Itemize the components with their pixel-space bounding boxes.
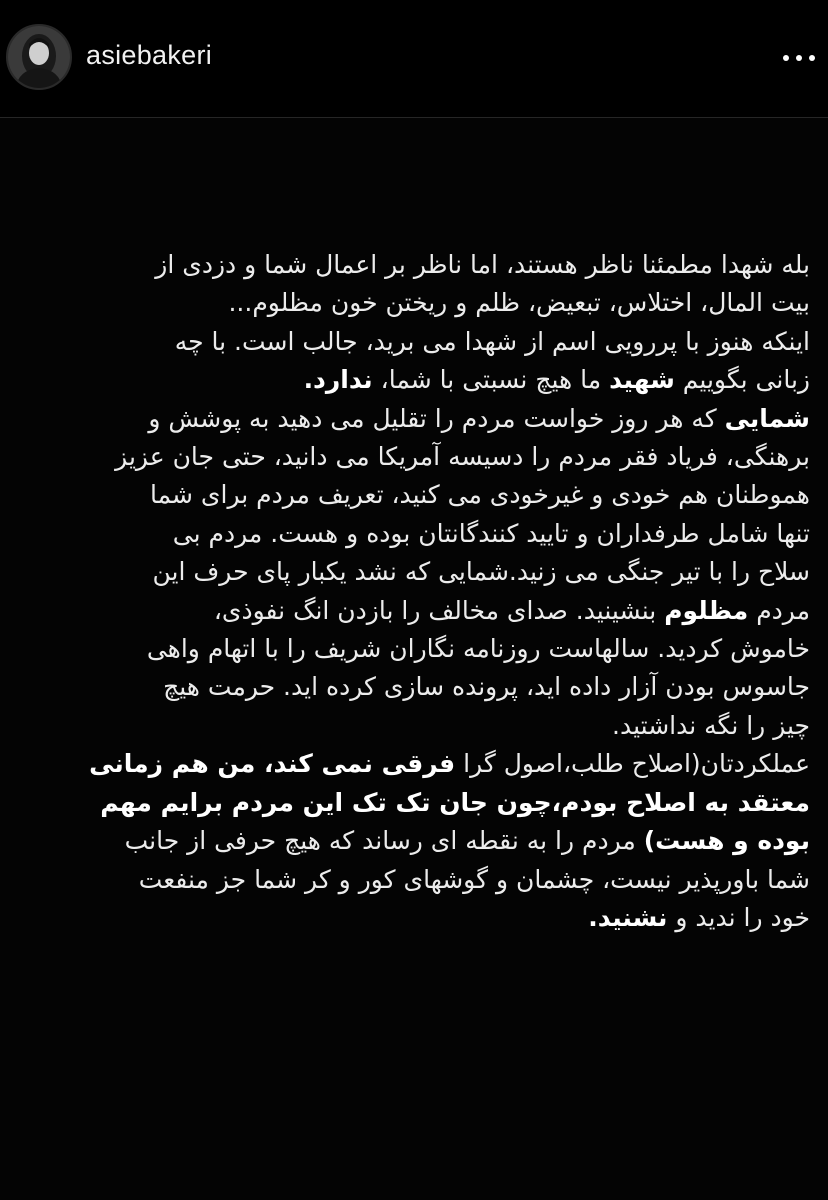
bold-text: فرقی نمی کند، من هم زمانی (89, 749, 456, 779)
post-text-line (64, 246, 810, 284)
text: شما باورپذیر نیست، چشمان و گوشهای کور و کر شما جز منفعت (138, 864, 810, 894)
bold-text: مظلوم (664, 595, 749, 625)
post-text-line (64, 668, 810, 706)
post-text-line (64, 592, 810, 630)
profile-photo-icon (8, 26, 70, 88)
text: جاسوس بودن آزار داده اید، پرونده سازی کرده اید. حرمت هیچ (163, 672, 810, 702)
text: بنشینید. صدای مخالف را بازدن انگ نفوذی، (213, 595, 665, 625)
post-text-line (64, 861, 810, 899)
more-options-button[interactable] (778, 46, 822, 70)
text: خاموش کردید. سالهاست روزنامه نگاران شریف را با اتهام واهی (146, 634, 810, 664)
bold-text: بوده و هست) (643, 826, 810, 856)
post-text-line (64, 630, 810, 668)
text: زبانی بگوییم (674, 365, 810, 395)
post-text-line (64, 899, 810, 937)
post-text (64, 246, 810, 937)
post-text-line (64, 784, 810, 822)
post-text-line (64, 284, 810, 322)
bold-text: شمایی (724, 403, 810, 433)
post-text-line (64, 745, 810, 783)
post-text-line (64, 400, 810, 438)
post-text-line (64, 822, 810, 860)
post-text-line (64, 476, 810, 514)
post-text-line (64, 323, 810, 361)
post-header (0, 0, 828, 118)
text: عملکردتان(اصلاح طلب،اصول گرا (455, 749, 810, 779)
text: هموطنان هم خودی و غیرخودی می کنید، تعریف مردم برای شما (149, 480, 810, 510)
text: برهنگی، فریاد فقر مردم را دسیسه آمریکا می دانید، حتی جان عزیز (115, 442, 810, 472)
text: بیت المال، اختلاس، تبعیض، ظلم و ریختن خون مظلوم... (228, 288, 810, 318)
bold-text: ندارد. (303, 365, 373, 395)
bold-text: شهید (609, 365, 675, 395)
text: مردم را به نقطه ای رساند که هیچ حرفی از جانب (124, 826, 644, 856)
bold-text: معتقد به اصلاح بودم،چون جان تک تک این مردم برایم مهم (100, 787, 810, 817)
text: اینکه هنوز با پررویی اسم از شهدا می برید، جالب است. با چه (174, 326, 810, 356)
text: ما هیچ نسبتی با شما، (372, 365, 610, 395)
username[interactable]: asiebakeri (86, 40, 213, 70)
text: سلاح را با تیر جنگی می زنید.شمایی که نشد یکبار پای حرف این (152, 557, 810, 587)
text: که هر روز خواست مردم را تقلیل می دهید به پوشش و (148, 403, 725, 433)
text: بله شهدا مطمئنا ناظر هستند، اما ناظر بر اعمال شما و دزدی از (155, 250, 810, 279)
more-options-icon (778, 46, 822, 70)
bold-text: نشنید. (588, 902, 668, 932)
post-text-line (64, 438, 810, 476)
post-text-line (64, 361, 810, 399)
post-text-line (64, 707, 810, 745)
text: تنها شامل طرفداران و تایید کنندگانتان بوده و هست. مردم بی (172, 518, 810, 548)
text: خود را ندید و (667, 902, 810, 932)
post-image (0, 118, 828, 1200)
post-text-line (64, 515, 810, 553)
post-text-line (64, 553, 810, 591)
text: چیز را نگه نداشتید. (612, 710, 810, 740)
text: مردم (748, 595, 810, 625)
avatar[interactable] (6, 24, 72, 90)
